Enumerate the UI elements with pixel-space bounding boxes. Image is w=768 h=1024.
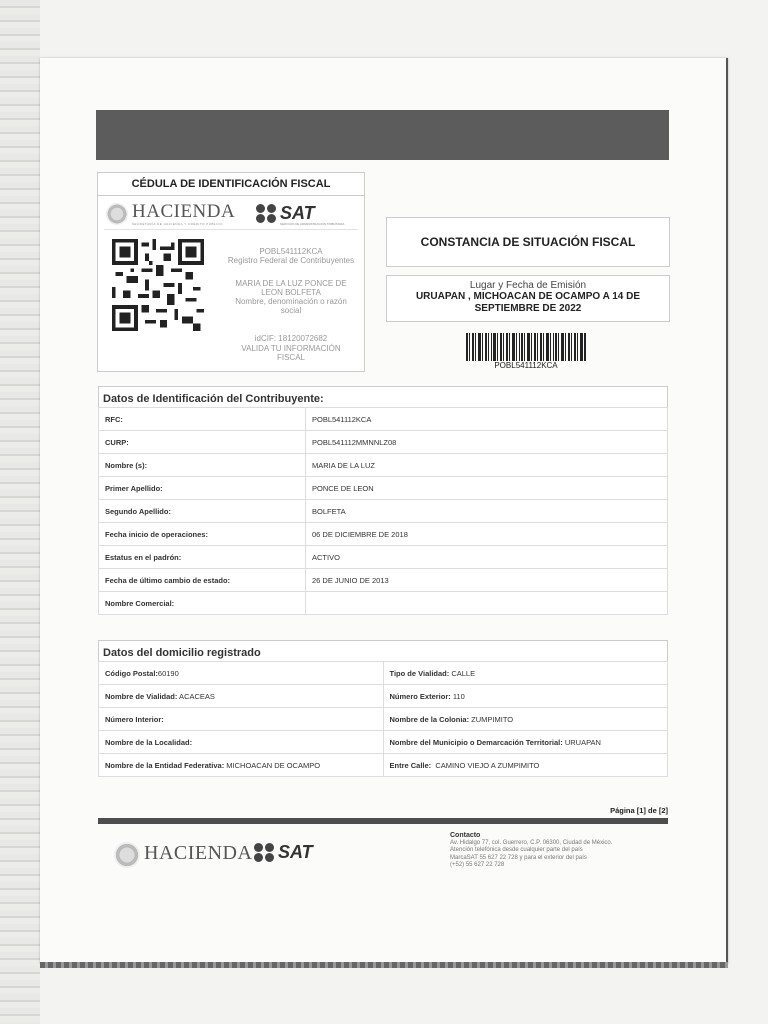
address-field bbox=[99, 685, 384, 708]
field-label: Nombre Comercial: bbox=[99, 592, 306, 615]
sat-logo: SAT bbox=[280, 203, 315, 223]
emision-value: URUAPAN , MICHOACAN DE OCAMPO A 14 DE SEPTIEMBRE DE 2022 bbox=[415, 291, 641, 314]
domicilio-section bbox=[98, 640, 668, 777]
field-value: MICHOACAN DE OCAMPO bbox=[224, 760, 321, 770]
contribuyente-section bbox=[98, 386, 668, 615]
field-value: URUAPAN bbox=[562, 737, 601, 747]
hacienda-subtitle: SECRETARÍA DE HACIENDA Y CRÉDITO PÚBLICO bbox=[132, 222, 223, 226]
footer-hacienda-seal-icon bbox=[114, 842, 140, 868]
table-row bbox=[99, 408, 668, 431]
field-label: Fecha inicio de operaciones: bbox=[99, 523, 306, 546]
address-field bbox=[383, 731, 668, 754]
address-field bbox=[99, 731, 384, 754]
footer-hacienda-logo: HACIENDA bbox=[144, 842, 253, 864]
cedula-card bbox=[97, 172, 365, 372]
scan-right-edge bbox=[726, 58, 728, 964]
field-label: Número Interior: bbox=[105, 714, 164, 724]
hacienda-seal-icon bbox=[106, 203, 128, 225]
field-label: RFC: bbox=[99, 408, 306, 431]
address-field bbox=[383, 708, 668, 731]
field-value: 110 bbox=[450, 691, 465, 701]
table-row bbox=[99, 500, 668, 523]
domicilio-table bbox=[98, 661, 668, 777]
contribuyente-title: Datos de Identificación del Contribuyente: bbox=[103, 393, 324, 405]
table-row bbox=[99, 731, 668, 754]
contact-line: MarcaSAT 55 627 22 728 y para el exterior del país bbox=[450, 854, 587, 861]
emision-label: Lugar y Fecha de Emisión bbox=[469, 280, 587, 291]
field-value: ACACEAS bbox=[177, 691, 215, 701]
field-label: Estatus en el padrón: bbox=[99, 546, 306, 569]
constancia-title: CONSTANCIA DE SITUACIÓN FISCAL bbox=[386, 217, 670, 267]
address-field bbox=[99, 754, 384, 777]
field-label: Código Postal: bbox=[105, 668, 158, 678]
address-field bbox=[99, 708, 384, 731]
table-row bbox=[99, 708, 668, 731]
cedula-logos bbox=[104, 201, 358, 230]
table-row bbox=[99, 546, 668, 569]
address-field bbox=[383, 754, 668, 777]
contact-line: (+52) 55 627 22 728 bbox=[450, 862, 505, 868]
address-field bbox=[383, 685, 668, 708]
field-label: Número Exterior: bbox=[389, 691, 451, 701]
table-row bbox=[99, 569, 668, 592]
qr-code-icon bbox=[112, 239, 204, 331]
hacienda-logo: HACIENDA bbox=[132, 201, 236, 222]
field-label: Nombre de la Colonia: bbox=[389, 714, 470, 724]
field-value: CALLE bbox=[449, 668, 476, 678]
field-value: ZUMPIMITO bbox=[469, 714, 514, 724]
address-field bbox=[99, 662, 384, 685]
field-value: ACTIVO bbox=[306, 546, 668, 569]
barcode-text: POBL541112KCA bbox=[494, 361, 558, 370]
table-row bbox=[99, 454, 668, 477]
table-row bbox=[99, 477, 668, 500]
cedula-rfc-label: Registro Federal de Contribuyentes bbox=[227, 256, 355, 265]
field-label: Nombre de la Localidad: bbox=[105, 737, 193, 747]
field-value: 06 DE DICIEMBRE DE 2018 bbox=[306, 523, 668, 546]
field-label: Nombre de Vialidad: bbox=[105, 691, 178, 701]
page-number: Página [1] de [2] bbox=[610, 806, 668, 815]
contact-title: Contacto bbox=[450, 832, 481, 839]
footer-sat-logo: SAT bbox=[278, 842, 313, 862]
contribuyente-table bbox=[98, 407, 668, 615]
contact-line: Atención telefónica desde cualquier parte del país bbox=[450, 847, 583, 853]
scan-left-edge bbox=[0, 0, 40, 1024]
field-value: CAMINO VIEJO A ZUMPIMITO bbox=[431, 760, 540, 770]
table-row bbox=[99, 431, 668, 454]
contact-block bbox=[450, 832, 680, 870]
sat-subtitle: SERVICIO DE ADMINISTRACIÓN TRIBUTARIA bbox=[280, 222, 345, 226]
table-row bbox=[99, 685, 668, 708]
field-label: Primer Apellido: bbox=[99, 477, 306, 500]
field-value: PONCE DE LEON bbox=[306, 477, 668, 500]
field-label: Nombre de la Entidad Federativa: bbox=[105, 760, 225, 770]
domicilio-title: Datos del domicilio registrado bbox=[103, 647, 261, 659]
table-row bbox=[99, 662, 668, 685]
footer-sat-dots-icon bbox=[254, 843, 276, 863]
field-value: POBL541112MMNNLZ08 bbox=[306, 431, 668, 454]
field-label: Fecha de último cambio de estado: bbox=[99, 569, 306, 592]
barcode-icon bbox=[466, 333, 586, 361]
cedula-valida: VALIDA TU INFORMACIÓN FISCAL bbox=[241, 344, 341, 362]
contact-line: Av. Hidalgo 77, col. Guerrero, C.P. 06300, Ciudad de México. bbox=[450, 839, 613, 846]
cedula-title: CÉDULA DE IDENTIFICACIÓN FISCAL bbox=[98, 173, 364, 196]
table-row bbox=[99, 592, 668, 615]
field-value: 26 DE JUNIO DE 2013 bbox=[306, 569, 668, 592]
emision-box bbox=[386, 275, 670, 322]
table-row bbox=[99, 754, 668, 777]
footer-bar bbox=[98, 818, 668, 824]
cedula-name: MARIA DE LA LUZ PONCE DE LEON BOLFETA bbox=[235, 279, 347, 297]
field-value: MARIA DE LA LUZ bbox=[306, 454, 668, 477]
field-label: Entre Calle: bbox=[389, 760, 432, 770]
field-label: Segundo Apellido: bbox=[99, 500, 306, 523]
field-label: CURP: bbox=[99, 431, 306, 454]
cedula-idcif: idCIF: 18120072682 bbox=[254, 334, 328, 343]
field-value bbox=[306, 592, 668, 615]
field-value: 60190 bbox=[157, 668, 179, 678]
field-label: Nombre del Municipio o Demarcación Territorial: bbox=[389, 737, 563, 747]
sat-dots-icon bbox=[256, 204, 278, 224]
field-label: Nombre (s): bbox=[99, 454, 306, 477]
cedula-name-label: Nombre, denominación o razón social bbox=[235, 297, 347, 315]
cedula-rfc: POBL541112KCA bbox=[259, 247, 323, 256]
footer-logos bbox=[114, 838, 374, 874]
field-value: BOLFETA bbox=[306, 500, 668, 523]
field-value: POBL541112KCA bbox=[306, 408, 668, 431]
header-bar bbox=[96, 110, 669, 160]
field-label: Tipo de Vialidad: bbox=[389, 668, 450, 678]
table-row bbox=[99, 523, 668, 546]
scan-bottom-edge bbox=[40, 962, 728, 968]
address-field bbox=[383, 662, 668, 685]
